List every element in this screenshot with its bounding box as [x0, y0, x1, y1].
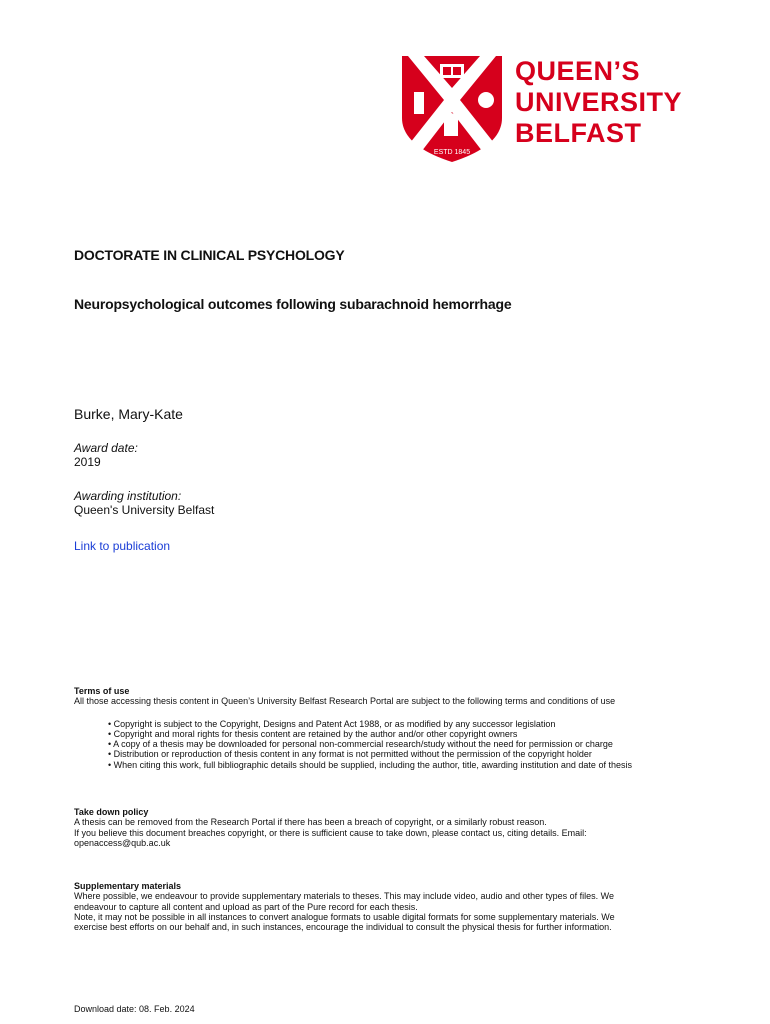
terms-intro: All those accessing thesis content in Queen’s University Belfast Research Portal are subject to the following terms and conditions of use — [74, 696, 616, 707]
takedown-line: A thesis can be removed from the Research Portal if there has been a breach of copyright, or a similarly robust reason. — [74, 817, 547, 828]
wordmark-line1: QUEEN’S — [515, 56, 641, 86]
takedown-line: If you believe this document breaches copyright, or there is sufficient cause to take down, please contact us, citing details. Email: — [74, 827, 587, 838]
terms-heading: Terms of use — [74, 686, 130, 696]
terms-item: • Copyright and moral rights for thesis content are retained by the author and/or other copyright owners — [108, 728, 518, 739]
terms-of-use-section — [74, 686, 734, 770]
university-crest-icon — [402, 56, 502, 162]
wordmark-line3: BELFAST — [515, 118, 642, 148]
degree-title: DOCTORATE IN CLINICAL PSYCHOLOGY — [74, 247, 345, 263]
download-date: Download date: 08. Feb. 2024 — [74, 1004, 195, 1014]
svg-text:ESTD 1845: ESTD 1845 — [433, 149, 471, 156]
takedown-email: openaccess@qub.ac.uk — [74, 837, 171, 848]
awarding-institution-value: Queen's University Belfast — [74, 503, 215, 517]
supplementary-line: Note, it may not be possible in all instances to convert analogue formats to usable digital formats for some supplementary materials. We — [74, 911, 615, 922]
award-date-value: 2019 — [74, 455, 101, 469]
university-logo — [402, 56, 712, 164]
terms-item: • Copyright is subject to the Copyright, Designs and Patent Act 1988, or as modified by any successor legislation — [108, 718, 556, 729]
wordmark-line2: UNIVERSITY — [515, 87, 683, 117]
supplementary-line: Where possible, we endeavour to provide supplementary materials to theses. This may include video, audio and other types of files. We — [74, 891, 614, 902]
thesis-title: Neuropsychological outcomes following subarachnoid hemorrhage — [74, 296, 512, 312]
supplementary-heading: Supplementary materials — [74, 881, 182, 891]
supplementary-line: exercise best efforts on our behalf and, in such instances, encourage the individual to consult the physical thesis for further information. — [74, 922, 612, 933]
terms-item: • Distribution or reproduction of thesis content in any format is not permitted without the permission of the copyright holder — [108, 749, 592, 760]
awarding-institution-label: Awarding institution: — [74, 489, 182, 503]
author-name: Burke, Mary-Kate — [74, 406, 183, 422]
publication-link[interactable]: Link to publication — [74, 539, 171, 553]
supplementary-line: endeavour to capture all content and upload as part of the Pure record for each thesis. — [74, 901, 418, 912]
terms-list — [108, 719, 734, 770]
supplementary-materials-section — [74, 881, 734, 932]
terms-item: • A copy of a thesis may be downloaded for personal non-commercial research/study without the need for permission or charge — [108, 739, 613, 750]
university-wordmark — [515, 56, 682, 149]
takedown-policy-section — [74, 807, 734, 848]
terms-item: • When citing this work, full bibliographic details should be supplied, including the author, title, awarding institution and date of thesis — [108, 759, 632, 770]
award-date-label: Award date: — [74, 441, 138, 455]
takedown-heading: Take down policy — [74, 807, 149, 817]
